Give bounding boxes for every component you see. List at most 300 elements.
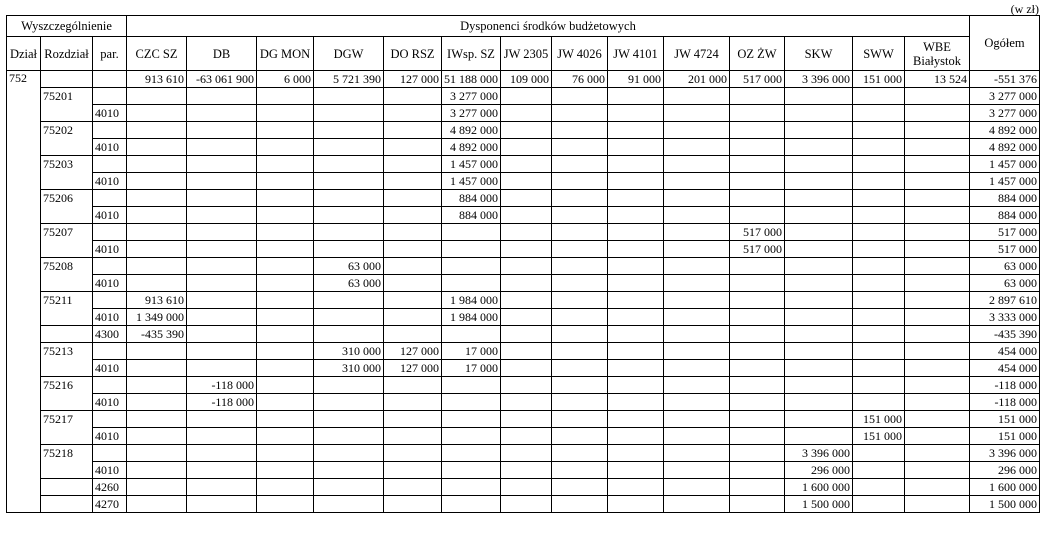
cell-total: 296 000 — [970, 462, 1040, 479]
cell-value: 1 457 000 — [442, 156, 501, 173]
cell-value — [730, 258, 785, 275]
cell-value — [853, 241, 905, 258]
cell-par: 4010 — [93, 309, 127, 326]
cell-value — [730, 360, 785, 377]
header-col-5: IWsp. SZ — [442, 37, 501, 71]
cell-par — [93, 122, 127, 139]
cell-value — [608, 360, 664, 377]
cell-value — [257, 343, 314, 360]
cell-value — [442, 394, 501, 411]
cell-value — [314, 462, 384, 479]
cell-value — [257, 224, 314, 241]
cell-par: 4010 — [93, 173, 127, 190]
cell-value — [905, 224, 970, 241]
cell-value — [664, 241, 730, 258]
cell-rozdzial — [41, 394, 93, 411]
cell-value — [501, 88, 552, 105]
cell-value — [608, 275, 664, 292]
cell-value — [785, 173, 853, 190]
cell-value — [608, 479, 664, 496]
cell-value — [552, 326, 608, 343]
cell-value — [442, 445, 501, 462]
cell-value — [905, 275, 970, 292]
cell-value — [905, 88, 970, 105]
cell-value: 913 610 — [127, 292, 187, 309]
cell-value: 4 892 000 — [442, 122, 501, 139]
cell-value — [853, 445, 905, 462]
cell-value — [608, 462, 664, 479]
cell-value — [853, 139, 905, 156]
cell-value — [384, 105, 442, 122]
cell-value — [552, 173, 608, 190]
cell-value: 17 000 — [442, 360, 501, 377]
cell-value — [127, 479, 187, 496]
cell-value — [853, 156, 905, 173]
cell-value — [853, 394, 905, 411]
cell-par: 4260 — [93, 479, 127, 496]
cell-value — [257, 326, 314, 343]
cell-total: 3 277 000 — [970, 88, 1040, 105]
table-row — [7, 411, 1040, 428]
cell-value: 3 277 000 — [442, 105, 501, 122]
cell-value — [905, 360, 970, 377]
cell-value — [442, 224, 501, 241]
cell-rozdzial: 75216 — [41, 377, 93, 394]
cell-value — [730, 105, 785, 122]
cell-value — [730, 190, 785, 207]
cell-value — [730, 292, 785, 309]
cell-value — [608, 173, 664, 190]
cell-value — [384, 139, 442, 156]
cell-value — [187, 122, 257, 139]
cell-value — [552, 139, 608, 156]
cell-value — [730, 377, 785, 394]
cell-value — [552, 207, 608, 224]
cell-value — [730, 88, 785, 105]
cell-value — [608, 292, 664, 309]
cell-value — [442, 241, 501, 258]
cell-value — [664, 258, 730, 275]
cell-value — [314, 88, 384, 105]
cell-value — [905, 496, 970, 513]
cell-value — [314, 326, 384, 343]
cell-value: 1 984 000 — [442, 292, 501, 309]
cell-value — [905, 411, 970, 428]
cell-value — [552, 479, 608, 496]
cell-value — [187, 462, 257, 479]
cell-rozdzial — [41, 479, 93, 496]
cell-value — [257, 496, 314, 513]
cell-value — [785, 258, 853, 275]
cell-value — [730, 428, 785, 445]
cell-value: 127 000 — [384, 343, 442, 360]
cell-value — [785, 105, 853, 122]
cell-value — [730, 411, 785, 428]
cell-value — [552, 122, 608, 139]
cell-value — [552, 156, 608, 173]
cell-value — [608, 258, 664, 275]
cell-value — [187, 445, 257, 462]
cell-value — [552, 445, 608, 462]
cell-value — [905, 173, 970, 190]
cell-value — [608, 156, 664, 173]
cell-value — [384, 428, 442, 445]
cell-value — [730, 275, 785, 292]
cell-value — [127, 258, 187, 275]
cell-par: 4010 — [93, 241, 127, 258]
cell-value — [187, 479, 257, 496]
cell-total: 454 000 — [970, 360, 1040, 377]
cell-value — [257, 309, 314, 326]
cell-value — [384, 156, 442, 173]
cell-value — [608, 377, 664, 394]
cell-rozdzial: 75203 — [41, 156, 93, 173]
cell-total: 3 277 000 — [970, 105, 1040, 122]
cell-value — [785, 241, 853, 258]
cell-value — [127, 88, 187, 105]
cell-value — [608, 394, 664, 411]
cell-par: 4010 — [93, 394, 127, 411]
cell-value: -435 390 — [127, 326, 187, 343]
cell-value — [853, 224, 905, 241]
table-row — [7, 258, 1040, 275]
table-row — [7, 105, 1040, 122]
cell-value — [384, 309, 442, 326]
cell-value — [552, 292, 608, 309]
cell-value — [501, 343, 552, 360]
cell-value — [905, 105, 970, 122]
cell-value — [501, 445, 552, 462]
cell-total: 63 000 — [970, 275, 1040, 292]
cell-value — [853, 292, 905, 309]
cell-value — [853, 343, 905, 360]
cell-value — [314, 173, 384, 190]
cell-value: 4 892 000 — [442, 139, 501, 156]
cell-rozdzial — [41, 105, 93, 122]
cell-value — [664, 479, 730, 496]
cell-par: 4010 — [93, 105, 127, 122]
cell-value — [552, 360, 608, 377]
cell-value — [608, 241, 664, 258]
cell-value — [785, 394, 853, 411]
cell-value — [664, 394, 730, 411]
cell-par — [93, 292, 127, 309]
cell-value — [314, 496, 384, 513]
cell-value — [608, 88, 664, 105]
cell-total: 1 600 000 — [970, 479, 1040, 496]
cell-value — [501, 224, 552, 241]
cell-value — [384, 258, 442, 275]
cell-par: 4010 — [93, 462, 127, 479]
table-row — [7, 462, 1040, 479]
cell-value — [257, 292, 314, 309]
cell-par — [93, 71, 127, 88]
cell-value — [127, 360, 187, 377]
cell-value — [127, 377, 187, 394]
cell-value — [314, 241, 384, 258]
cell-value — [501, 207, 552, 224]
cell-value — [127, 445, 187, 462]
cell-value — [127, 156, 187, 173]
cell-value: 3 396 000 — [785, 71, 853, 88]
cell-value — [314, 224, 384, 241]
cell-value — [730, 156, 785, 173]
header-ogolem: Ogółem — [970, 16, 1040, 71]
cell-rozdzial — [41, 139, 93, 156]
header-par: par. — [93, 37, 127, 71]
cell-value — [664, 122, 730, 139]
cell-rozdzial: 75213 — [41, 343, 93, 360]
cell-value: 1 984 000 — [442, 309, 501, 326]
cell-value — [905, 190, 970, 207]
cell-value — [187, 224, 257, 241]
cell-value — [664, 105, 730, 122]
table-row — [7, 445, 1040, 462]
header-col-12: SWW — [853, 37, 905, 71]
cell-value: 517 000 — [730, 71, 785, 88]
cell-value: 517 000 — [730, 224, 785, 241]
cell-value — [384, 496, 442, 513]
cell-value: 913 610 — [127, 71, 187, 88]
cell-value — [905, 241, 970, 258]
header-col-8: JW 4101 — [608, 37, 664, 71]
cell-value — [127, 224, 187, 241]
cell-value — [501, 292, 552, 309]
cell-value — [187, 292, 257, 309]
unit-note: (w zł) — [1010, 2, 1039, 16]
table-row — [7, 292, 1040, 309]
cell-par — [93, 156, 127, 173]
cell-value — [730, 173, 785, 190]
cell-par — [93, 377, 127, 394]
cell-value — [442, 411, 501, 428]
cell-value — [853, 88, 905, 105]
cell-value — [314, 122, 384, 139]
budget-table — [6, 15, 1040, 513]
cell-value — [853, 190, 905, 207]
cell-value — [853, 462, 905, 479]
cell-value — [384, 122, 442, 139]
cell-value — [314, 139, 384, 156]
cell-value — [552, 343, 608, 360]
cell-value — [187, 258, 257, 275]
cell-value: 1 600 000 — [785, 479, 853, 496]
cell-value — [664, 139, 730, 156]
cell-total: 151 000 — [970, 428, 1040, 445]
cell-value — [853, 105, 905, 122]
cell-value — [730, 309, 785, 326]
table-row — [7, 496, 1040, 513]
cell-value — [552, 377, 608, 394]
cell-value — [853, 360, 905, 377]
cell-value: 296 000 — [785, 462, 853, 479]
cell-value — [187, 156, 257, 173]
cell-rozdzial: 75218 — [41, 445, 93, 462]
cell-value — [608, 343, 664, 360]
cell-value — [853, 377, 905, 394]
cell-value — [257, 479, 314, 496]
cell-value: 884 000 — [442, 207, 501, 224]
header-col-1: DB — [187, 37, 257, 71]
cell-value — [905, 479, 970, 496]
cell-value — [384, 479, 442, 496]
cell-value — [785, 122, 853, 139]
cell-rozdzial: 75202 — [41, 122, 93, 139]
cell-value — [905, 292, 970, 309]
cell-rozdzial — [41, 462, 93, 479]
cell-value — [664, 343, 730, 360]
cell-value — [785, 88, 853, 105]
cell-par: 4010 — [93, 360, 127, 377]
cell-value — [314, 479, 384, 496]
cell-value — [664, 445, 730, 462]
cell-value — [664, 377, 730, 394]
cell-value — [127, 139, 187, 156]
cell-total: 1 500 000 — [970, 496, 1040, 513]
cell-value — [384, 292, 442, 309]
cell-value — [664, 496, 730, 513]
cell-total: 1 457 000 — [970, 173, 1040, 190]
cell-value — [853, 122, 905, 139]
cell-value — [314, 156, 384, 173]
cell-value — [187, 190, 257, 207]
cell-value — [785, 275, 853, 292]
cell-total: -435 390 — [970, 326, 1040, 343]
cell-value — [257, 411, 314, 428]
cell-value — [664, 360, 730, 377]
cell-total: 151 000 — [970, 411, 1040, 428]
cell-value — [442, 428, 501, 445]
cell-value — [501, 428, 552, 445]
table-row — [7, 360, 1040, 377]
cell-par: 4010 — [93, 275, 127, 292]
cell-value — [501, 156, 552, 173]
cell-value — [785, 343, 853, 360]
cell-value — [384, 207, 442, 224]
cell-value — [187, 241, 257, 258]
cell-value — [552, 309, 608, 326]
cell-value: -63 061 900 — [187, 71, 257, 88]
cell-value — [442, 377, 501, 394]
cell-value — [127, 173, 187, 190]
cell-value — [664, 173, 730, 190]
cell-total: 3 396 000 — [970, 445, 1040, 462]
cell-value: 76 000 — [552, 71, 608, 88]
cell-value — [905, 445, 970, 462]
cell-dzial: 752 — [7, 71, 41, 513]
cell-value — [664, 88, 730, 105]
cell-par — [93, 190, 127, 207]
cell-value — [730, 122, 785, 139]
cell-par — [93, 88, 127, 105]
cell-value — [905, 343, 970, 360]
cell-rozdzial: 75217 — [41, 411, 93, 428]
cell-rozdzial — [41, 309, 93, 326]
cell-par — [93, 411, 127, 428]
cell-total: -551 376 — [970, 71, 1040, 88]
cell-value — [664, 224, 730, 241]
cell-value — [664, 156, 730, 173]
cell-value: 3 396 000 — [785, 445, 853, 462]
cell-value — [730, 445, 785, 462]
cell-value — [785, 190, 853, 207]
cell-value: 1 349 000 — [127, 309, 187, 326]
table-row — [7, 88, 1040, 105]
cell-value — [608, 224, 664, 241]
cell-value — [785, 207, 853, 224]
cell-value — [664, 309, 730, 326]
cell-value — [257, 207, 314, 224]
header-col-13: WBE Białystok — [905, 37, 970, 71]
cell-par: 4010 — [93, 428, 127, 445]
cell-value — [608, 496, 664, 513]
cell-value: 13 524 — [905, 71, 970, 88]
cell-value — [127, 105, 187, 122]
cell-value — [501, 122, 552, 139]
cell-value — [501, 326, 552, 343]
cell-value — [187, 207, 257, 224]
cell-value — [257, 258, 314, 275]
cell-value — [905, 258, 970, 275]
cell-value — [853, 173, 905, 190]
cell-value: 63 000 — [314, 275, 384, 292]
cell-value — [501, 139, 552, 156]
cell-total: 4 892 000 — [970, 122, 1040, 139]
cell-value — [127, 496, 187, 513]
cell-value — [552, 394, 608, 411]
cell-value — [501, 462, 552, 479]
cell-rozdzial — [41, 360, 93, 377]
cell-rozdzial — [41, 241, 93, 258]
cell-value: -118 000 — [187, 377, 257, 394]
table-row — [7, 241, 1040, 258]
cell-value — [905, 156, 970, 173]
cell-value: 517 000 — [730, 241, 785, 258]
cell-value — [608, 105, 664, 122]
cell-value — [187, 173, 257, 190]
cell-value — [730, 479, 785, 496]
cell-value — [501, 496, 552, 513]
cell-value — [384, 394, 442, 411]
cell-value: 51 188 000 — [442, 71, 501, 88]
cell-value — [384, 173, 442, 190]
cell-value — [785, 377, 853, 394]
cell-rozdzial — [41, 326, 93, 343]
cell-value: 1 457 000 — [442, 173, 501, 190]
table-row — [7, 173, 1040, 190]
cell-value — [664, 428, 730, 445]
cell-rozdzial — [41, 207, 93, 224]
cell-value: 310 000 — [314, 343, 384, 360]
header-col-4: DO RSZ — [384, 37, 442, 71]
cell-value — [664, 326, 730, 343]
cell-rozdzial — [41, 428, 93, 445]
cell-value — [608, 190, 664, 207]
cell-value — [608, 411, 664, 428]
header-dysponenci: Dysponenci środków budżetowych — [127, 16, 970, 37]
cell-value — [905, 394, 970, 411]
cell-value — [608, 428, 664, 445]
cell-par: 4010 — [93, 139, 127, 156]
cell-value — [905, 139, 970, 156]
cell-value — [187, 496, 257, 513]
cell-par — [93, 445, 127, 462]
cell-rozdzial: 75201 — [41, 88, 93, 105]
cell-value — [501, 190, 552, 207]
cell-value — [853, 258, 905, 275]
cell-value — [905, 377, 970, 394]
cell-value — [785, 292, 853, 309]
